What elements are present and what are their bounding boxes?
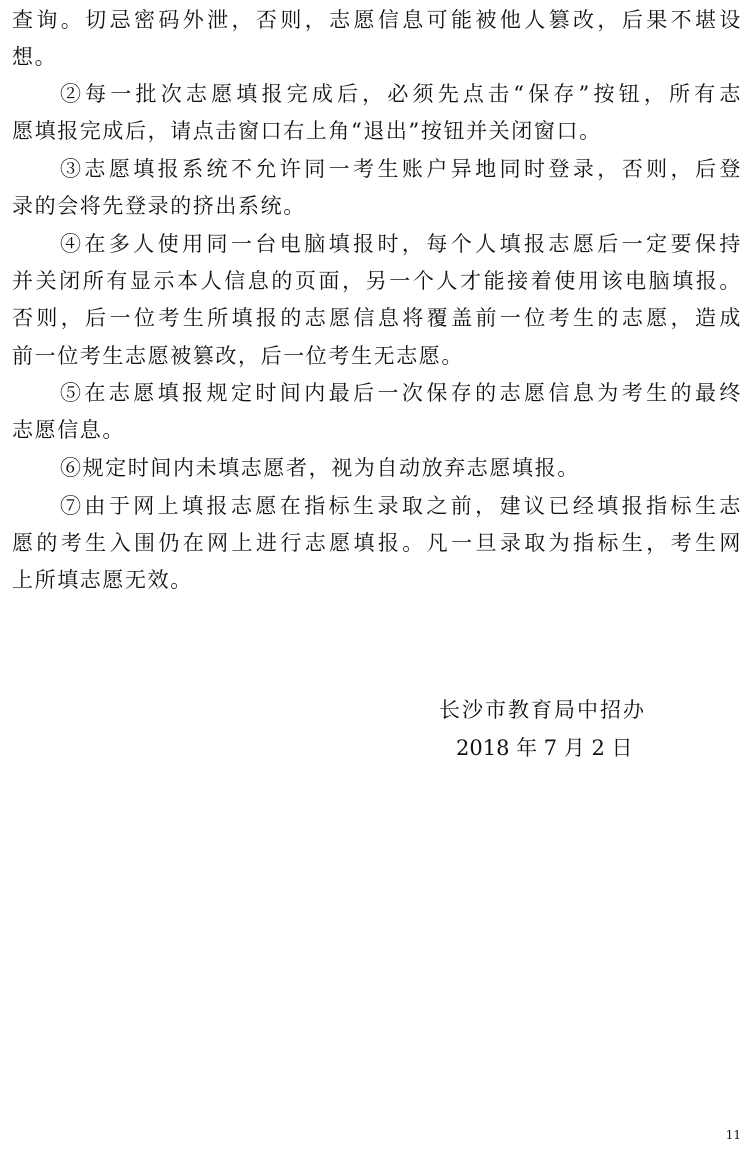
- paragraph-3-line-2: 录的会将先登录的挤出系统。: [12, 194, 306, 218]
- paragraph-4-line-2: 并关闭所有显示本人信息的页面，另一个人才能接着使用该电脑填报。: [12, 269, 742, 293]
- paragraph-4-line-1: ④在多人使用同一台电脑填报时，每个人填报志愿后一定要保持: [60, 232, 742, 256]
- paragraph-1-line-2: 想。: [12, 45, 58, 69]
- paragraph-7-line-3: 上所填志愿无效。: [12, 568, 193, 592]
- paragraph-6-line-1: ⑥规定时间内未填志愿者，视为自动放弃志愿填报。: [60, 456, 580, 480]
- paragraph-1-line-1: 查询。切忌密码外泄，否则，志愿信息可能被他人篡改，后果不堪设: [12, 8, 742, 32]
- issuer-name: 长沙市教育局中招办: [439, 698, 646, 722]
- issue-date: 2018 年 7 月 2 日: [456, 736, 633, 760]
- paragraph-4-line-3: 否则，后一位考生所填报的志愿信息将覆盖前一位考生的志愿，造成: [12, 306, 742, 330]
- paragraph-3-line-1: ③志愿填报系统不允许同一考生账户异地同时登录，否则，后登: [60, 157, 742, 181]
- paragraph-7-line-2: 愿的考生入围仍在网上进行志愿填报。凡一旦录取为指标生，考生网: [12, 531, 742, 555]
- paragraph-5-line-2: 志愿信息。: [12, 418, 125, 442]
- paragraph-7-line-1: ⑦由于网上填报志愿在指标生录取之前，建议已经填报指标生志: [60, 494, 742, 518]
- page-number: 11: [725, 1128, 741, 1142]
- paragraph-2-line-2: 愿填报完成后，请点击窗口右上角“退出”按钮并关闭窗口。: [12, 119, 602, 143]
- paragraph-2-line-1: ②每一批次志愿填报完成后，必须先点击“保存”按钮，所有志: [60, 82, 742, 106]
- paragraph-4-line-4: 前一位考生志愿被篡改，后一位考生无志愿。: [12, 344, 464, 368]
- paragraph-5-line-1: ⑤在志愿填报规定时间内最后一次保存的志愿信息为考生的最终: [60, 381, 742, 405]
